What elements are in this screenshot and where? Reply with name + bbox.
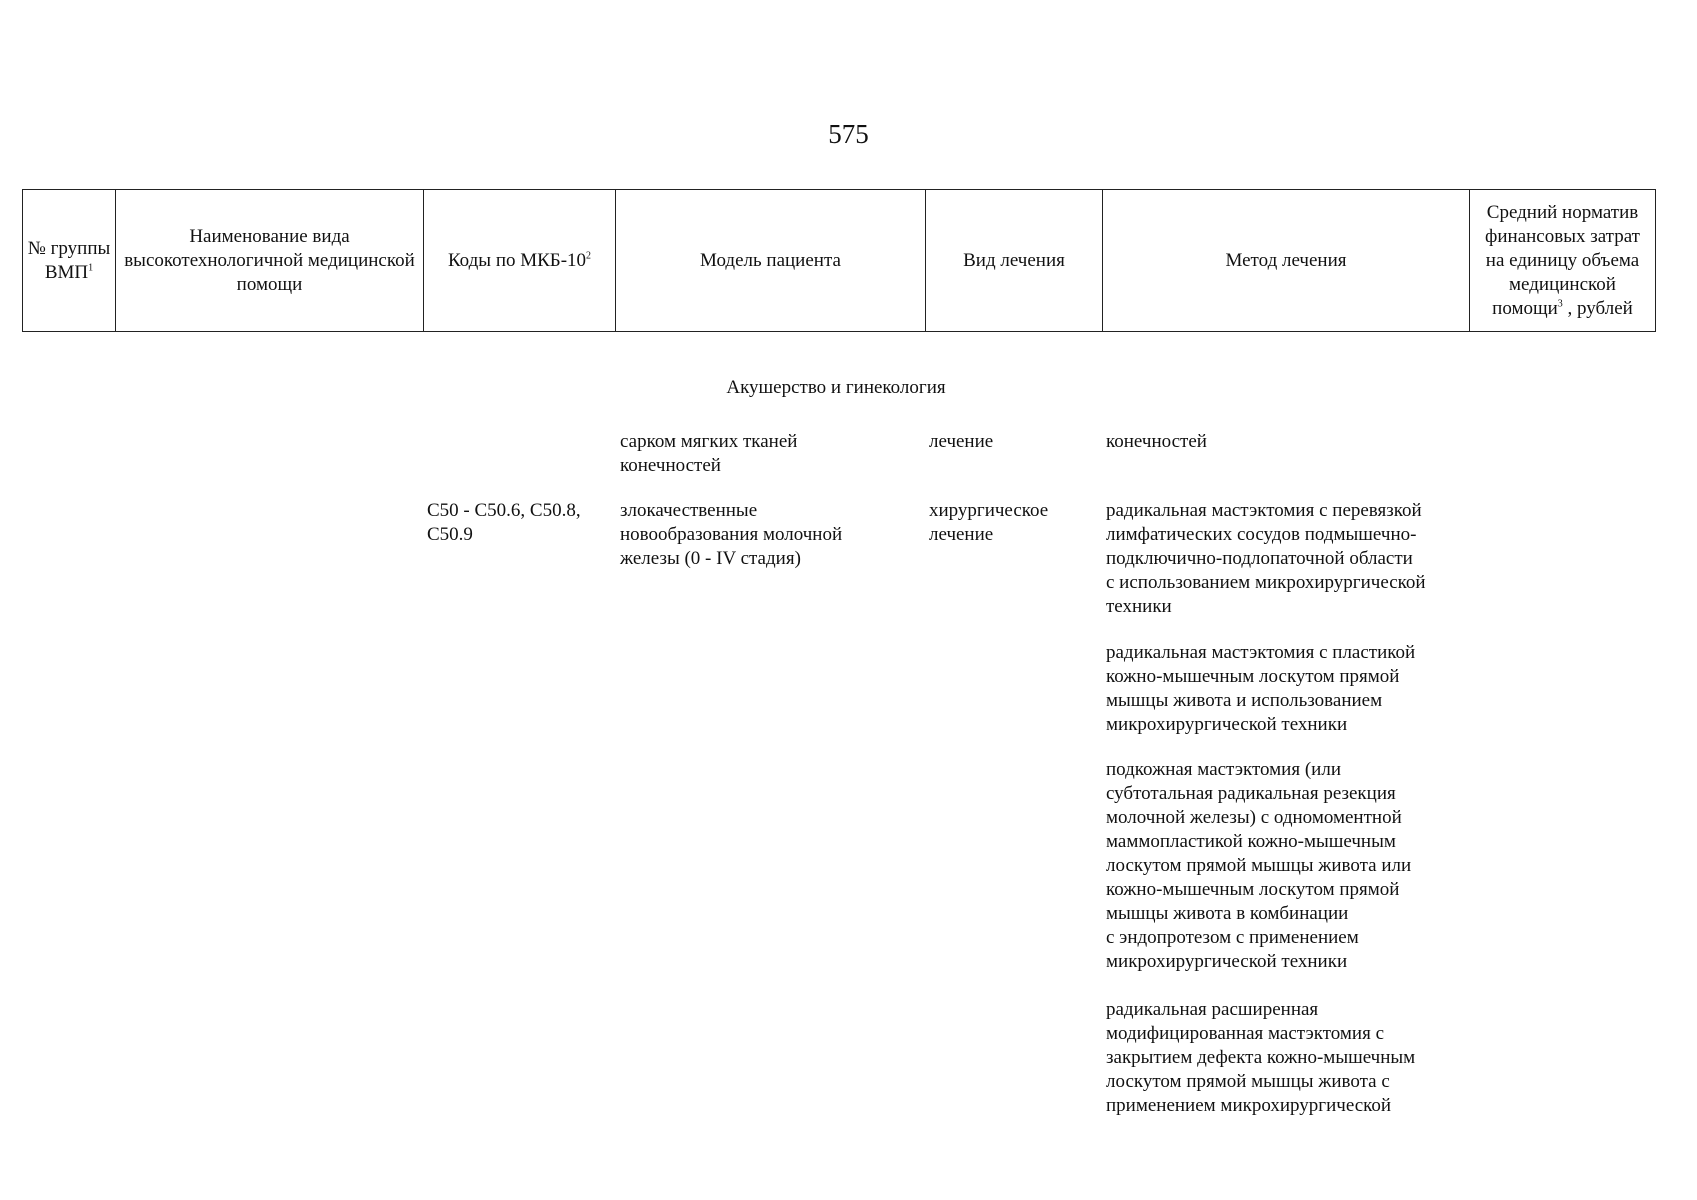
header-icd-codes bbox=[424, 190, 616, 332]
header-icd-codes-text: Коды по МКБ-10 bbox=[447, 249, 587, 271]
treatment-method-4: радикальная расширенная модифицированная мастэктомия с закрытием дефекта кожно-мышечным лоскутом прямой мышцы живота с применением микрохирургической bbox=[1106, 999, 1416, 1116]
table-header bbox=[22, 189, 1656, 332]
header-treatment-method-text: Метод лечения bbox=[1225, 249, 1347, 271]
header-average-cost-text: Средний норматив финансовых затрат на единицу объема медицинской помощи bbox=[1485, 201, 1640, 319]
header-treatment-method bbox=[1103, 190, 1470, 332]
header-patient-model-text: Модель пациента bbox=[700, 249, 841, 271]
header-group-number-text: № группы ВМП bbox=[27, 237, 111, 283]
treatment-method-1: радикальная мастэктомия с перевязкой лимфатических сосудов подмышечно- подключично-подлопаточной области с использованием микрохирургической техники bbox=[1106, 500, 1426, 617]
footnote-marker: 1 bbox=[88, 262, 94, 274]
continuation-treatment-method: конечностей bbox=[1106, 431, 1207, 452]
icd-codes-cell: C50 - C50.6, C50.8, C50.9 bbox=[427, 500, 581, 545]
treatment-kind-cell: хирургическое лечение bbox=[929, 500, 1049, 545]
treatment-method-3: подкожная мастэктомия (или субтотальная радикальная резекция молочной железы) с одномоментной маммопластикой кожно-мышечным лоскутом прямой мышцы живота или кожно-мышечным лоскутом прямой мышцы живота в комбинации с эндопротезом с применением микрохирургической техники bbox=[1106, 759, 1412, 972]
header-treatment-kind bbox=[926, 190, 1103, 332]
header-patient-model bbox=[616, 190, 926, 332]
header-care-type-name bbox=[116, 190, 424, 332]
section-title: Акушерство и гинекология bbox=[726, 377, 946, 398]
footnote-marker: 3 bbox=[1557, 298, 1563, 310]
footnote-marker: 2 bbox=[586, 250, 592, 262]
page-number: 575 bbox=[828, 119, 869, 149]
header-care-type-name-text: Наименование вида высокотехнологичной медицинской помощи bbox=[124, 225, 415, 295]
header-average-cost bbox=[1470, 190, 1656, 332]
header-average-cost-unit: , рублей bbox=[1562, 297, 1633, 319]
patient-model-cell: злокачественные новообразования молочной железы (0 - IV стадия) bbox=[620, 500, 843, 569]
header-treatment-kind-text: Вид лечения bbox=[963, 249, 1065, 271]
continuation-patient-model: сарком мягких тканей конечностей bbox=[620, 431, 798, 476]
treatment-method-2: радикальная мастэктомия с пластикой кожно-мышечным лоскутом прямой мышцы живота и использованием микрохирургической техники bbox=[1106, 642, 1416, 735]
header-group-number bbox=[23, 190, 116, 332]
continuation-treatment-kind: лечение bbox=[929, 431, 994, 452]
